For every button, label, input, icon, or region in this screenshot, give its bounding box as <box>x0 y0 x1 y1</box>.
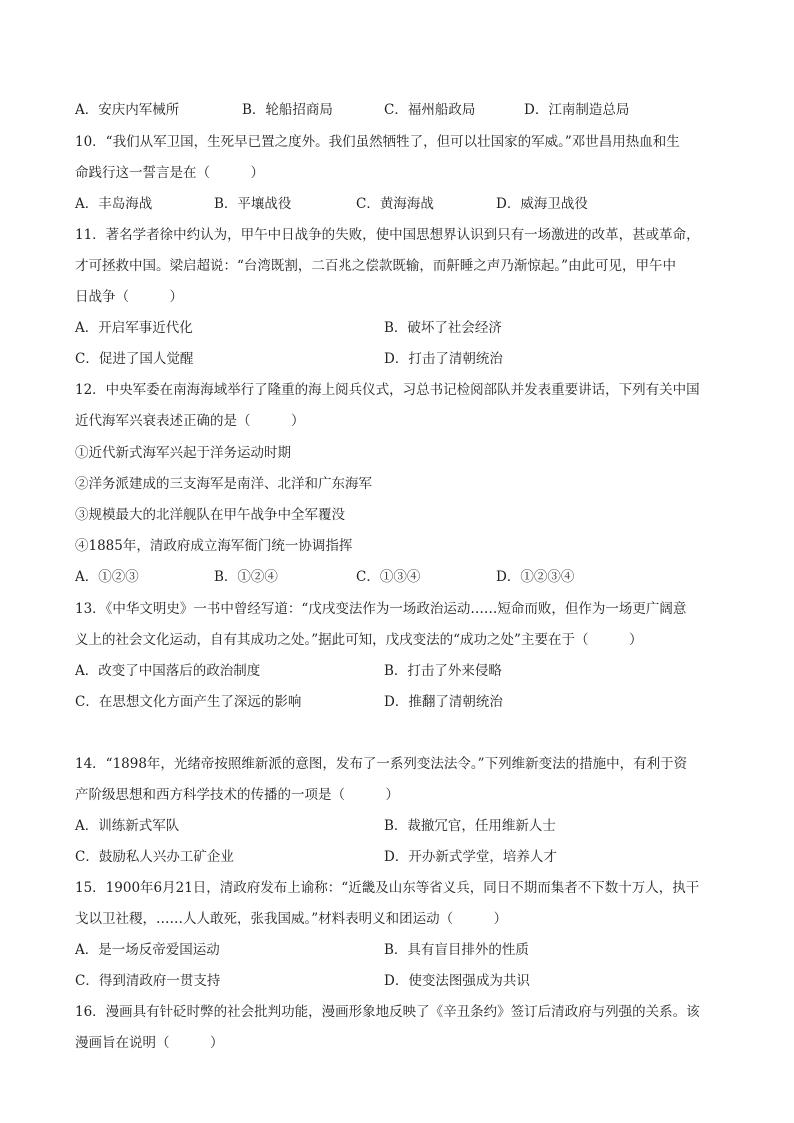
q10-stem-line-1: 10．“我们从军卫国，生死早已置之度外。我们虽然牺牲了，但可以壮国家的军威。”邓世昌用热血和生 <box>75 134 680 150</box>
q10-option-a: A．丰岛海战 <box>75 196 153 212</box>
q9-option-b: B．轮船招商局 <box>242 102 333 118</box>
q10-option-c: C．黄海海战 <box>356 196 434 212</box>
q11-option-b: B．破坏了社会经济 <box>384 320 502 336</box>
q16-stem-line-1: 16．漫画具有针砭时弊的社会批判功能，漫画形象地反映了《辛丑条约》签订后清政府与列强的关系。该 <box>75 1004 700 1020</box>
q15-option-c: C．得到清政府一贯支持 <box>75 973 221 989</box>
q12-statement-2: ②洋务派建成的三支海军是南洋、北洋和广东海军 <box>75 476 372 492</box>
q15-option-b: B．具有盲目排外的性质 <box>384 942 529 958</box>
q15-option-d: D．使变法图强成为共识 <box>384 973 530 989</box>
q10-stem-line-2: 命践行这一誓言是在（ ） <box>75 165 264 181</box>
q15-stem-line-1: 15．1900年6月21日，清政府发布上谕称：“近畿及山东等省义兵，同日不期而集者不下数十万人，执干 <box>75 880 700 896</box>
q11-option-c: C．促进了国人觉醒 <box>75 351 194 367</box>
q11-stem-line-1: 11．著名学者徐中约认为，甲午中日战争的失败，使中国思想界认识到只有一场激进的改革，甚或革命， <box>75 227 700 243</box>
q10-option-d: D．威海卫战役 <box>496 196 588 212</box>
q12-option-d: D．①②③④ <box>496 569 575 585</box>
q14-stem-line-1: 14．“1898年，光绪帝按照维新派的意图，发布了一系列变法法令。”下列维新变法的措施中，有利于资 <box>75 756 688 772</box>
q14-option-a: A．训练新式军队 <box>75 818 180 834</box>
q15-option-a: A．是一场反帝爱国运动 <box>75 942 220 958</box>
q14-option-c: C．鼓励私人兴办工矿企业 <box>75 849 234 865</box>
q13-option-c: C．在思想文化方面产生了深远的影响 <box>75 694 302 710</box>
q13-stem-line-1: 13．《中华文明史》一书中曾经写道：“戊戌变法作为一场政治运动……短命而败，但作为一场更广阔意 <box>75 601 687 617</box>
q14-stem-line-2: 产阶级思想和西方科学技术的传播的一项是（ ） <box>75 787 399 803</box>
q13-option-a: A．改变了中国落后的政治制度 <box>75 663 261 679</box>
q13-option-d: D．推翻了清朝统治 <box>384 694 503 710</box>
q12-option-b: B．①②④ <box>214 569 278 585</box>
q12-option-a: A．①②③ <box>75 569 139 585</box>
q11-option-a: A．开启军事近代化 <box>75 320 193 336</box>
q12-option-c: C．①③④ <box>356 569 421 585</box>
q11-option-d: D．打击了清朝统治 <box>384 351 503 367</box>
q12-statement-1: ①近代新式海军兴起于洋务运动时期 <box>75 445 291 461</box>
q9-option-c: C．福州船政局 <box>384 102 476 118</box>
q15-stem-line-2: 戈以卫社稷，……人人敢死，张我国威。”材料表明义和团运动（ ） <box>75 911 508 927</box>
q11-stem-line-3: 日战争（ ） <box>75 289 183 305</box>
q12-statement-4: ④1885年，清政府成立海军衙门统一协调指挥 <box>75 538 353 554</box>
q12-stem-line-2: 近代海军兴衰表述正确的是（ ） <box>75 413 305 429</box>
q11-stem-line-2: 才可拯救中国。梁启超说：“台湾既割，二百兆之偿款既输，而鼾睡之声乃渐惊起。”由此可见，甲午中 <box>75 258 677 274</box>
q9-option-d: D．江南制造总局 <box>524 102 630 118</box>
q10-option-b: B．平壤战役 <box>214 196 292 212</box>
q16-stem-line-2: 漫画旨在说明（ ） <box>75 1035 224 1051</box>
q12-stem-line-1: 12．中央军委在南海海域举行了隆重的海上阅兵仪式，习总书记检阅部队并发表重要讲话，下列有关中国 <box>75 382 700 398</box>
q12-statement-3: ③规模最大的北洋舰队在甲午战争中全军覆没 <box>75 507 345 523</box>
q9-option-a: A．安庆内军械所 <box>75 102 180 118</box>
q13-option-b: B．打击了外来侵略 <box>384 663 502 679</box>
q14-option-b: B．裁撤冗官，任用维新人士 <box>384 818 556 834</box>
q14-option-d: D．开办新式学堂，培养人才 <box>384 849 557 865</box>
q13-stem-line-2: 义上的社会文化运动，自有其成功之处。”据此可知，戊戌变法的“成功之处”主要在于（ ） <box>75 632 643 648</box>
